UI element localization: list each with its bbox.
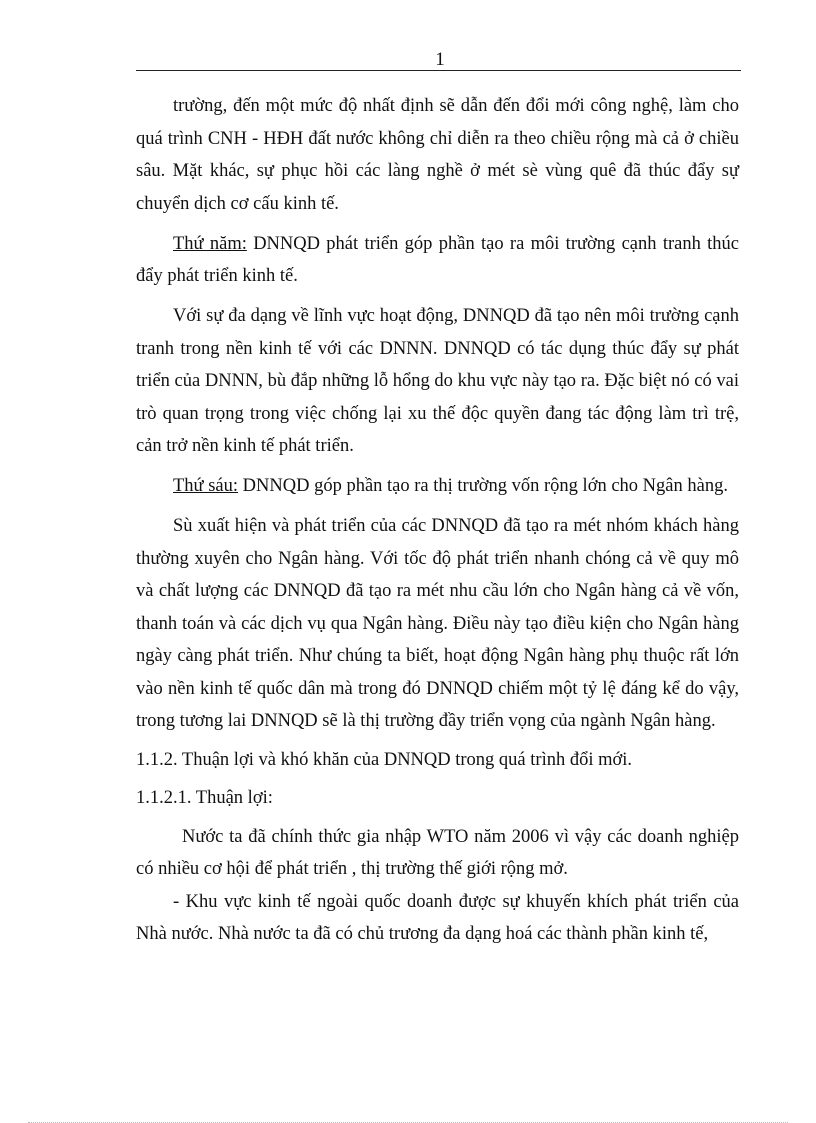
paragraph: Với sự đa dạng về lĩnh vực hoạt động, DNNQD đã tạo nên môi trường cạnh tranh trong nền kinh tế với các DNNN. DNNQD có tác dụng thúc đẩy sự phát triển của DNNN, bù đắp những lỗ hổng do khu vực này tạo ra. Đặc biệt nó có vai trò quan trọng trong việc chống lại xu thế độc quyền đang tác động làm trì trệ, cản trở nền kinh tế phát triển. xyxy=(136,306,739,456)
paragraph-text: DNNQD góp phần tạo ra thị trường vốn rộng lớn cho Ngân hàng. xyxy=(238,476,728,496)
paragraph xyxy=(136,470,739,503)
subsection-heading: 1.1.2.1. Thuận lợi: xyxy=(136,788,273,808)
paragraph: trường, đến một mức độ nhất định sẽ dẫn đến đổi mới công nghệ, làm cho quá trình CNH - HĐH đất nước không chỉ diễn ra theo chiều rộng mà cả ở chiều sâu. Mặt khác, sự phục hồi các làng nghề ở mét sè vùng quê đã thúc đẩy sự chuyển dịch cơ cấu kinh tế. xyxy=(136,96,739,214)
section-heading: 1.1.2. Thuận lợi và khó khăn của DNNQD trong quá trình đổi mới. xyxy=(136,749,633,770)
paragraph: Sù xuất hiện và phát triển của các DNNQD đã tạo ra mét nhóm khách hàng thường xuyên cho Ngân hàng. Với tốc độ phát triển nhanh chóng cả về quy mô và chất lượng các DNNQD đã tạo ra mét nhu cầu lớn cho Ngân hàng cả về vốn, thanh toán và các dịch vụ qua Ngân hàng. Điều này tạo điều kiện cho Ngân hàng ngày càng phát triển. Như chúng ta biết, hoạt động Ngân hàng phụ thuộc rất lớn vào nền kinh tế quốc dân mà trong đó DNNQD chiếm một tỷ lệ đáng kể do vậy, trong tương lai DNNQD sẽ là thị trường đầy triển vọng của ngành Ngân hàng. xyxy=(136,516,739,731)
header-rule xyxy=(136,70,741,71)
page-number: 1 xyxy=(435,49,445,70)
paragraph: Nước ta đã chính thức gia nhập WTO năm 2006 vì vậy các doanh nghiệp có nhiều cơ hội để phát triển , thị trường thế giới rộng mở. xyxy=(136,826,739,879)
section-lead: Thứ sáu: xyxy=(173,476,239,496)
section-lead: Thứ năm: xyxy=(173,233,247,254)
paragraph-text: DNNQD phát triển góp phần tạo ra môi trường cạnh tranh thúc đẩy phát triển kinh tế. xyxy=(136,233,739,286)
document-body xyxy=(136,90,739,951)
paragraph: - Khu vực kinh tế ngoài quốc doanh được sự khuyến khích phát triển của Nhà nước. Nhà nước ta đã có chủ trương đa dạng hoá các thành phần kinh tế, xyxy=(136,891,739,944)
paragraph xyxy=(136,228,739,293)
